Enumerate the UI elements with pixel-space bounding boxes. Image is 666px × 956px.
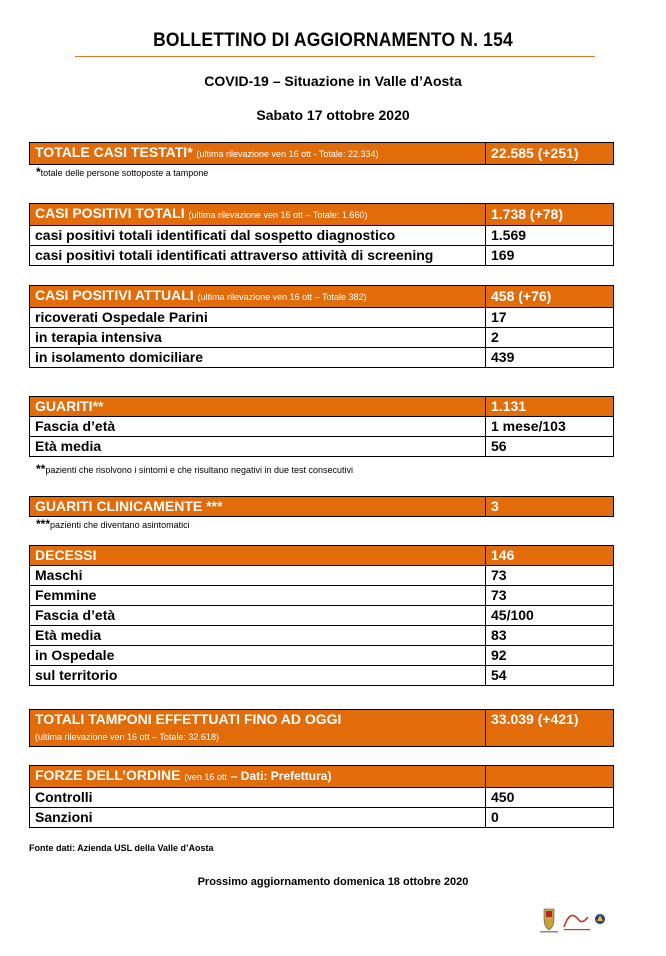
row-value: 1 mese/103 <box>486 417 614 437</box>
header-value-empty <box>486 766 614 788</box>
table-tamponi <box>29 709 614 747</box>
header-note: (ultima rilevazione ven 16 ott - Totale: 22.334) <box>196 149 379 159</box>
row-value: 92 <box>486 646 614 666</box>
header-label-cell <box>30 710 486 747</box>
row-value: 45/100 <box>486 606 614 626</box>
row-value: 2 <box>486 328 614 348</box>
header-label: DECESSI <box>30 546 486 566</box>
header-note: (ven 16 ott <box>184 772 227 782</box>
row-value: 450 <box>486 788 614 808</box>
header-label: FORZE DELL’ORDINE <box>35 767 181 783</box>
header-note: (ultima rilevazione ven 16 ott – Totale 382) <box>197 292 367 302</box>
table-header-row <box>30 710 614 747</box>
usl-logo-icon <box>564 915 590 930</box>
header-label: CASI POSITIVI TOTALI <box>35 205 185 221</box>
table-row <box>30 788 614 808</box>
row-value: 83 <box>486 626 614 646</box>
table-positivi-totali <box>29 203 614 266</box>
row-label: Femmine <box>30 586 486 606</box>
footnote-guariti-clinicamente <box>36 517 190 531</box>
table-header-row <box>30 286 614 308</box>
table-guariti <box>29 396 614 457</box>
table-forze-ordine <box>29 765 614 828</box>
header-label-cell <box>30 397 486 417</box>
row-value: 73 <box>486 566 614 586</box>
header-label-cell <box>30 143 486 165</box>
footnote-text: totale delle persone sottoposte a tampone <box>40 168 209 178</box>
bulletin-date: Sabato 17 ottobre 2020 <box>256 107 410 123</box>
table-row <box>30 348 614 368</box>
table-header-row <box>30 397 614 417</box>
row-label: ricoverati Ospedale Parini <box>30 308 486 328</box>
header-label: CASI POSITIVI ATTUALI <box>35 287 194 303</box>
row-value: 439 <box>486 348 614 368</box>
bulletin-subtitle: COVID-19 – Situazione in Valle d’Aosta <box>204 73 462 89</box>
table-row <box>30 226 614 246</box>
table-row <box>30 328 614 348</box>
row-value: 0 <box>486 808 614 828</box>
table-header-row <box>30 766 614 788</box>
row-label: in Ospedale <box>30 646 486 666</box>
row-value: 17 <box>486 308 614 328</box>
row-label: Controlli <box>30 788 486 808</box>
table-row <box>30 646 614 666</box>
header-value: 22.585 (+251) <box>486 143 614 165</box>
header-label-cell <box>30 766 486 788</box>
row-label: casi positivi totali identificati attraverso attività di screening <box>30 246 486 266</box>
table-row <box>30 586 614 606</box>
bulletin-title: BOLLETTINO DI AGGIORNAMENTO N. 154 <box>153 30 513 51</box>
row-value: 56 <box>486 437 614 457</box>
footnote-guariti <box>36 462 353 476</box>
row-value: 1.569 <box>486 226 614 246</box>
data-source: Fonte dati: Azienda USL della Valle d’Aosta <box>29 843 214 853</box>
row-value: 169 <box>486 246 614 266</box>
footnote-mark: ** <box>36 462 46 476</box>
row-label: Età media <box>30 437 486 457</box>
footnote-mark: *** <box>206 498 223 514</box>
row-label: Maschi <box>30 566 486 586</box>
table-guariti-clinicamente <box>29 496 614 517</box>
footnote-mark: * <box>36 165 41 179</box>
table-row <box>30 246 614 266</box>
header-value: 33.039 (+421) <box>486 710 614 747</box>
table-decessi <box>29 545 614 686</box>
row-value: 54 <box>486 666 614 686</box>
table-row <box>30 626 614 646</box>
row-label: sul territorio <box>30 666 486 686</box>
header-label: GUARITI <box>35 398 93 414</box>
header-note: (ultima rilevazione ven 16 ott – Totale: 32.618) <box>35 732 219 742</box>
table-row <box>30 437 614 457</box>
table-positivi-attuali <box>29 285 614 368</box>
table-header-row <box>30 204 614 226</box>
header-label: TOTALE CASI TESTATI <box>35 144 188 160</box>
row-label: in terapia intensiva <box>30 328 486 348</box>
table-header-row <box>30 546 614 566</box>
table-header-row <box>30 143 614 165</box>
regione-crest-icon <box>540 909 558 933</box>
title-rule <box>75 56 595 57</box>
header-value: 146 <box>486 546 614 566</box>
header-label: GUARITI CLINICAMENTE <box>35 498 203 514</box>
footnote-text: pazienti che diventano asintomatici <box>50 520 190 530</box>
header-value: 1.738 (+78) <box>486 204 614 226</box>
table-row <box>30 606 614 626</box>
row-label: Età media <box>30 626 486 646</box>
header-source: – Dati: Prefettura) <box>230 769 332 783</box>
header-value: 458 (+76) <box>486 286 614 308</box>
row-label: in isolamento domiciliare <box>30 348 486 368</box>
header-label-cell <box>30 497 486 517</box>
header-value: 1.131 <box>486 397 614 417</box>
footnote-mark: *** <box>36 517 51 531</box>
header-value: 3 <box>486 497 614 517</box>
footnote-mark: * <box>187 144 193 160</box>
next-update: Prossimo aggiornamento domenica 18 ottobre 2020 <box>197 876 469 888</box>
table-row <box>30 417 614 437</box>
table-row <box>30 308 614 328</box>
row-label: Sanzioni <box>30 808 486 828</box>
footer-logos <box>540 905 610 935</box>
footnote-testati <box>36 165 208 179</box>
row-label: casi positivi totali identificati dal sospetto diagnostico <box>30 226 486 246</box>
row-label: Fascia d’età <box>30 606 486 626</box>
table-row <box>30 666 614 686</box>
header-label: TOTALI TAMPONI EFFETTUATI FINO AD OGGI <box>35 711 342 727</box>
header-label-cell <box>30 286 486 308</box>
row-label: Fascia d’età <box>30 417 486 437</box>
table-row <box>30 808 614 828</box>
row-value: 73 <box>486 586 614 606</box>
footnote-mark: ** <box>92 398 104 414</box>
footnote-text: pazienti che risolvono i sintomi e che risultano negativi in due test consecutivi <box>45 465 354 475</box>
table-row <box>30 566 614 586</box>
table-header-row <box>30 497 614 517</box>
table-casi-testati <box>29 142 614 165</box>
header-label-cell <box>30 204 486 226</box>
header-note: (ultima rilevazione ven 16 ott – Totale: 1.660) <box>188 210 368 220</box>
protezione-civile-icon <box>595 914 605 924</box>
